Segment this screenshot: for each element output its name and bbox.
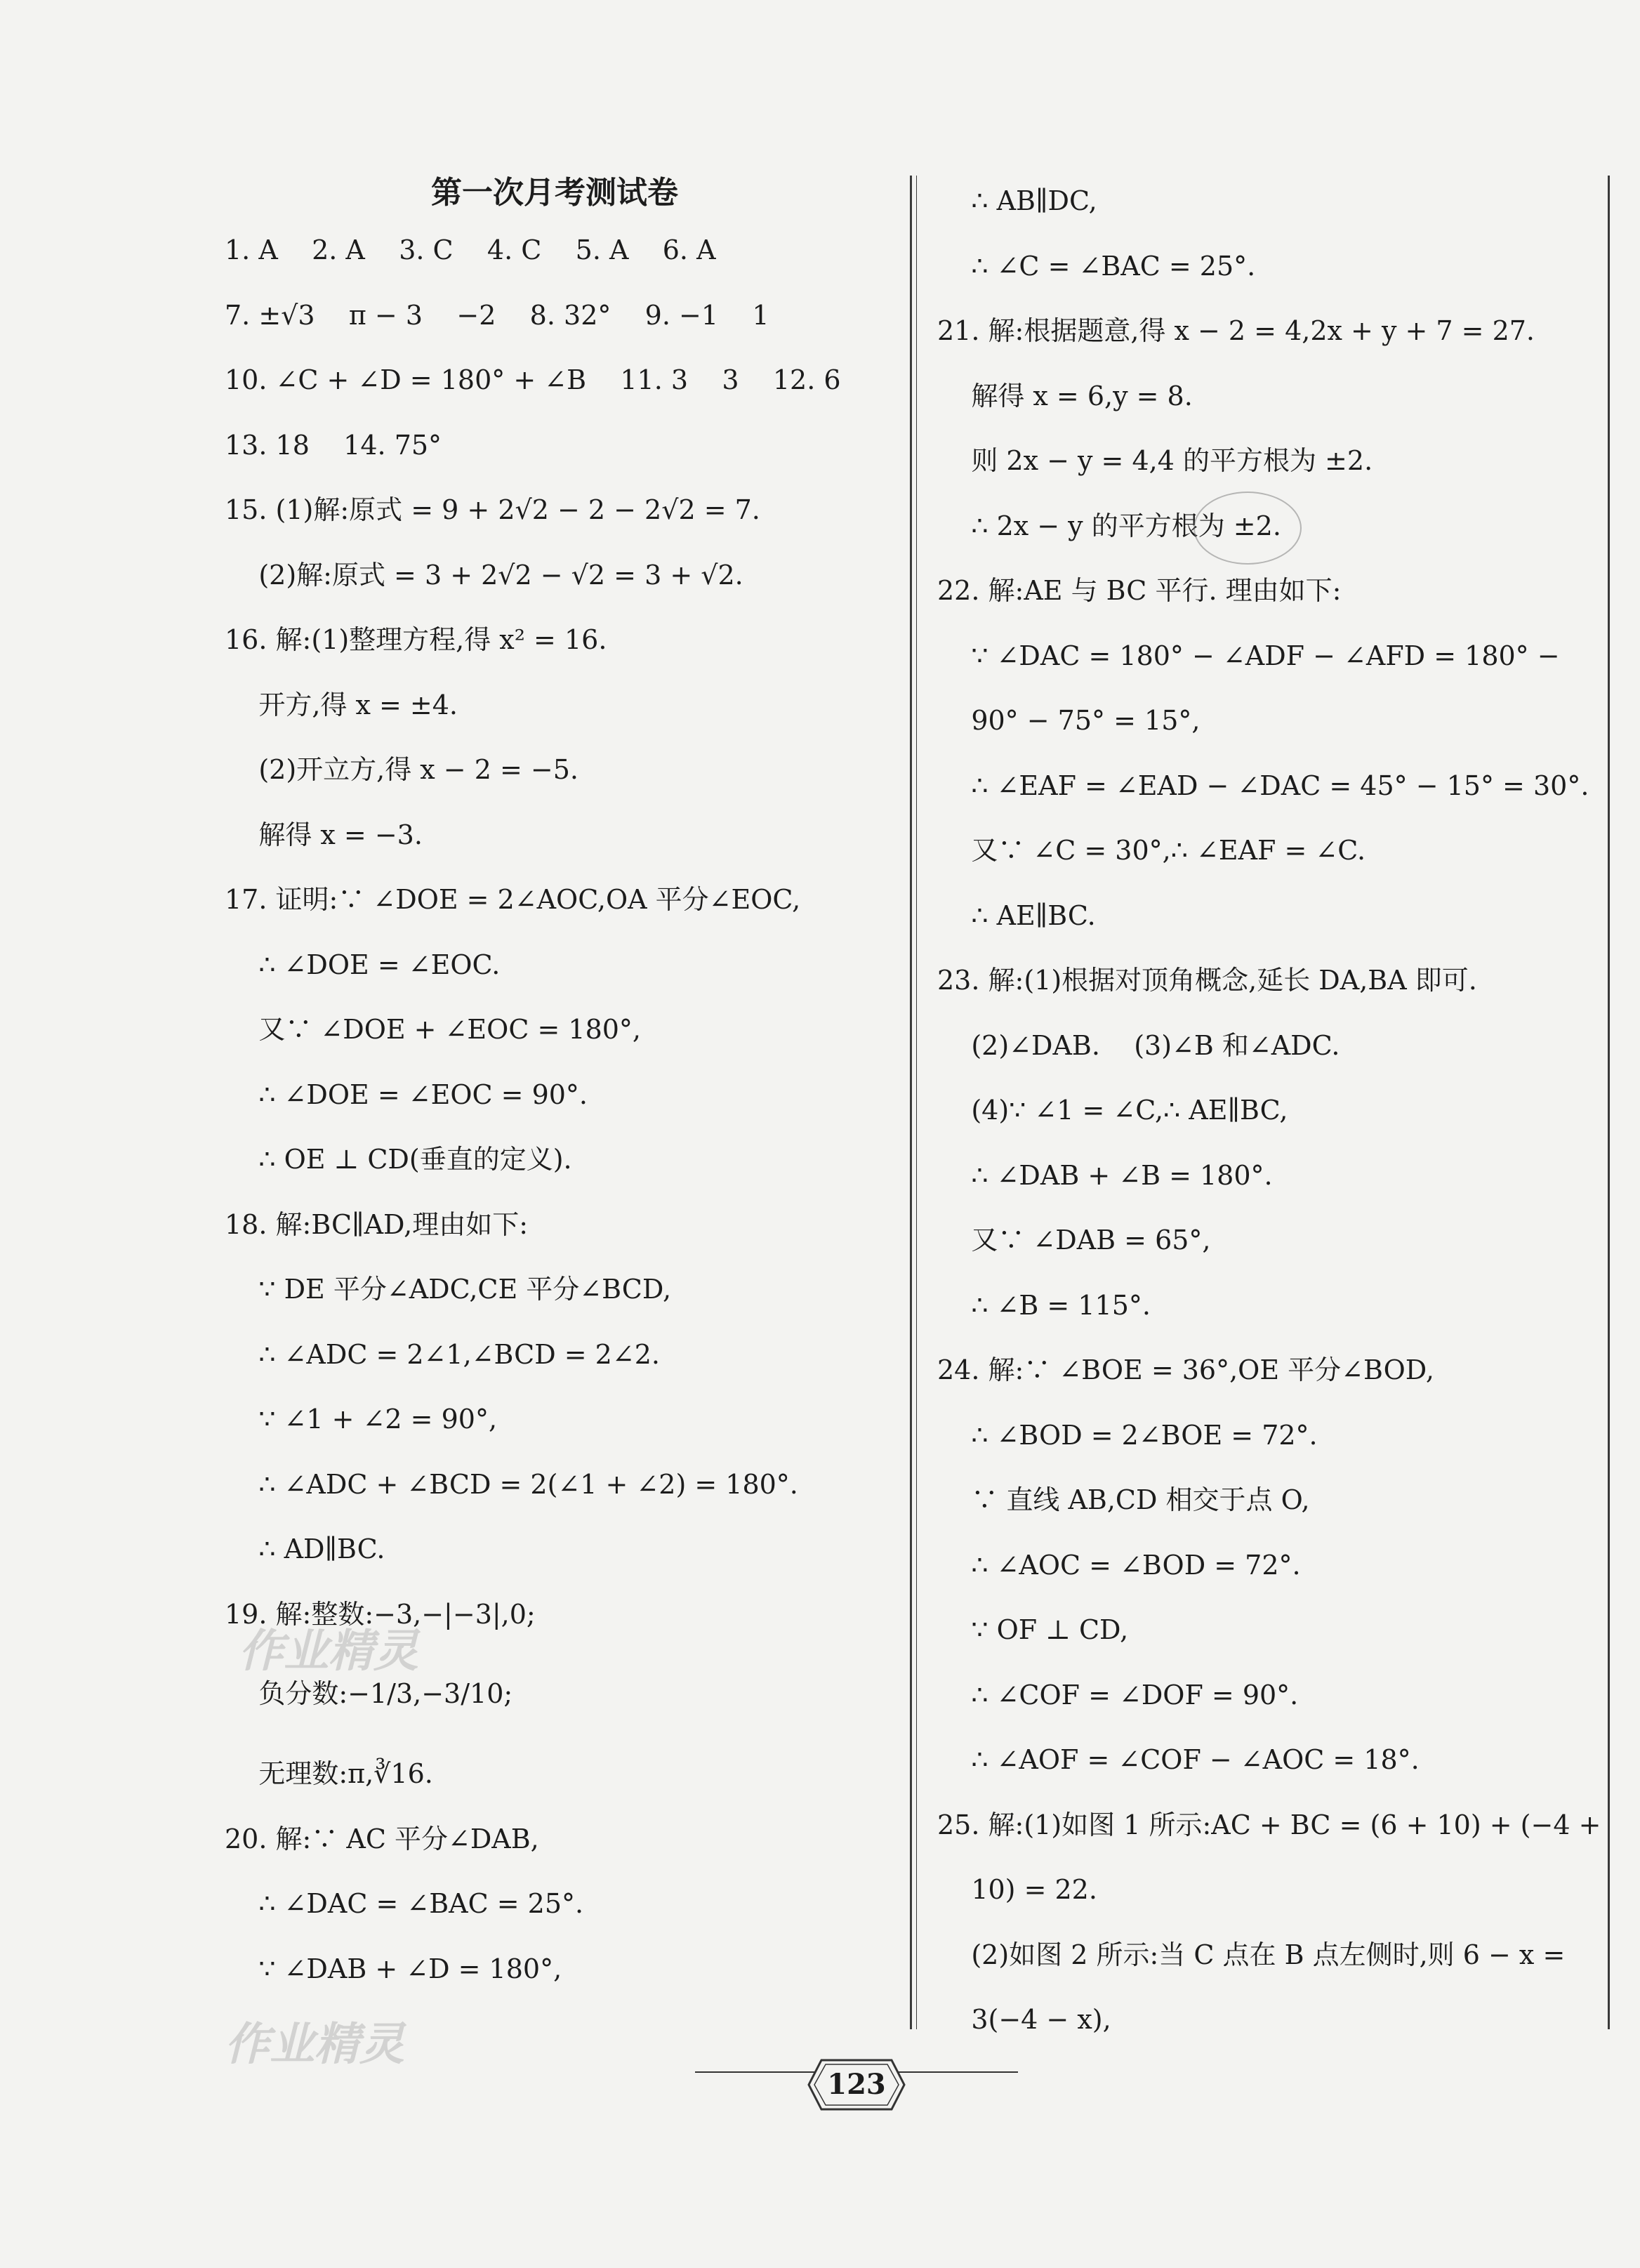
answer-line: 15. (1)解:原式 = 9 + 2√2 − 2 − 2√2 = 7. <box>225 494 760 525</box>
answer-line: ∴ ∠DOE = ∠EOC = 90°. <box>225 1079 588 1110</box>
answer-line: ∵ 直线 AB,CD 相交于点 O, <box>937 1484 1310 1515</box>
answer-line: 23. 解:(1)根据对顶角概念,延长 DA,BA 即可. <box>937 965 1477 996</box>
answer-line: 18. 解:BC∥AD,理由如下: <box>225 1208 529 1240</box>
answer-line: ∴ ∠B = 115°. <box>937 1289 1151 1321</box>
answer-line: 90° − 75° = 15°, <box>937 705 1201 736</box>
answer-line: ∴ ∠ADC = 2∠1,∠BCD = 2∠2. <box>225 1338 660 1370</box>
answer-line: ∴ ∠AOC = ∠BOD = 72°. <box>937 1549 1301 1581</box>
left-column <box>225 169 899 2001</box>
watermark: 作业精灵 <box>225 2019 404 2071</box>
answer-line: ∴ ∠COF = ∠DOF = 90°. <box>937 1679 1299 1710</box>
answer-line: 10. ∠C + ∠D = 180° + ∠B 11. 3 3 12. 6 <box>225 364 841 395</box>
answer-line: ∴ OE ⊥ CD(垂直的定义). <box>225 1144 572 1175</box>
answer-line: (2)开立方,得 x − 2 = −5. <box>225 754 579 785</box>
column-divider-thin <box>916 176 917 2029</box>
answer-line: ∵ ∠DAC = 180° − ∠ADF − ∠AFD = 180° − <box>937 640 1560 671</box>
answer-line: ∵ OF ⊥ CD, <box>937 1614 1129 1645</box>
answer-line: 17. 证明:∵ ∠DOE = 2∠AOC,OA 平分∠EOC, <box>225 884 801 915</box>
answer-line: ∴ AE∥BC. <box>937 899 1096 931</box>
answer-line: ∴ ∠DAC = ∠BAC = 25°. <box>225 1888 584 1919</box>
answer-line: ∴ ∠ADC + ∠BCD = 2(∠1 + ∠2) = 180°. <box>225 1468 798 1500</box>
answer-line: 16. 解:(1)整理方程,得 x² = 16. <box>225 624 607 655</box>
answer-line: 又∵ ∠DOE + ∠EOC = 180°, <box>225 1014 642 1045</box>
answer-line: ∴ ∠EAF = ∠EAD − ∠DAC = 45° − 15° = 30°. <box>937 770 1589 801</box>
answer-line: 无理数:π,∛16. <box>225 1758 433 1789</box>
answer-line: 开方,得 x = ±4. <box>225 689 458 720</box>
answer-line: ∴ AB∥DC, <box>937 185 1097 216</box>
answer-line: (4)∵ ∠1 = ∠C,∴ AE∥BC, <box>937 1095 1288 1126</box>
answer-line: (2)∠DAB. (3)∠B 和∠ADC. <box>937 1029 1340 1061</box>
stamp-mark <box>1193 492 1302 565</box>
watermark: 作业精灵 <box>239 1626 418 1677</box>
right-border <box>1608 176 1610 2029</box>
answer-line: ∵ ∠DAB + ∠D = 180°, <box>225 1953 562 1984</box>
answer-line: 7. ±√3 π − 3 −2 8. 32° 9. −1 1 <box>225 299 769 331</box>
answer-line: ∴ ∠DAB + ∠B = 180°. <box>937 1159 1273 1191</box>
answer-line: 解得 x = 6,y = 8. <box>937 380 1193 411</box>
answer-line: 22. 解:AE 与 BC 平行. 理由如下: <box>937 575 1342 606</box>
answer-line: (2)如图 2 所示:当 C 点在 B 点左侧时,则 6 − x = <box>937 1939 1566 1970</box>
answer-line: 13. 18 14. 75° <box>225 429 442 461</box>
answer-line: 24. 解:∵ ∠BOE = 36°,OE 平分∠BOD, <box>937 1354 1434 1385</box>
answer-line: ∴ ∠AOF = ∠COF − ∠AOC = 18°. <box>937 1744 1420 1775</box>
page-title: 第一次月考测试卷 <box>431 175 678 211</box>
answer-line: 20. 解:∵ AC 平分∠DAB, <box>225 1823 539 1854</box>
right-column <box>937 169 1601 2052</box>
answer-line: 10) = 22. <box>937 1874 1097 1905</box>
answer-line: 解得 x = −3. <box>225 819 423 850</box>
answer-line: ∴ ∠BOD = 2∠BOE = 72°. <box>937 1419 1318 1451</box>
answer-line: 21. 解:根据题意,得 x − 2 = 4,2x + y + 7 = 27. <box>937 315 1535 346</box>
answer-line: 又∵ ∠C = 30°,∴ ∠EAF = ∠C. <box>937 835 1366 866</box>
answer-line: ∴ 2x − y 的平方根为 ±2. <box>937 510 1281 541</box>
answer-line: ∵ ∠1 + ∠2 = 90°, <box>225 1404 498 1435</box>
answer-line: 又∵ ∠DAB = 65°, <box>937 1225 1211 1255</box>
column-divider <box>910 176 912 2029</box>
answer-line: ∴ AD∥BC. <box>225 1534 385 1564</box>
answer-line: ∴ ∠C = ∠BAC = 25°. <box>937 250 1256 282</box>
answer-line: ∵ DE 平分∠ADC,CE 平分∠BCD, <box>225 1274 672 1305</box>
answer-line: 19. 解:整数:−3,−|−3|,0; <box>225 1598 536 1630</box>
page-number: 123 <box>827 2068 886 2101</box>
answer-line: 25. 解:(1)如图 1 所示:AC + BC = (6 + 10) + (−4 + <box>937 1809 1601 1840</box>
answer-line: 则 2x − y = 4,4 的平方根为 ±2. <box>937 445 1373 476</box>
answer-line: 1. A 2. A 3. C 4. C 5. A 6. A <box>225 235 716 265</box>
answer-line: 负分数:−1/3,−3/10; <box>225 1678 513 1709</box>
answer-line: ∴ ∠DOE = ∠EOC. <box>225 949 501 980</box>
answer-line: (2)解:原式 = 3 + 2√2 − √2 = 3 + √2. <box>225 559 743 591</box>
answer-line: 3(−4 − x), <box>937 2004 1111 2035</box>
